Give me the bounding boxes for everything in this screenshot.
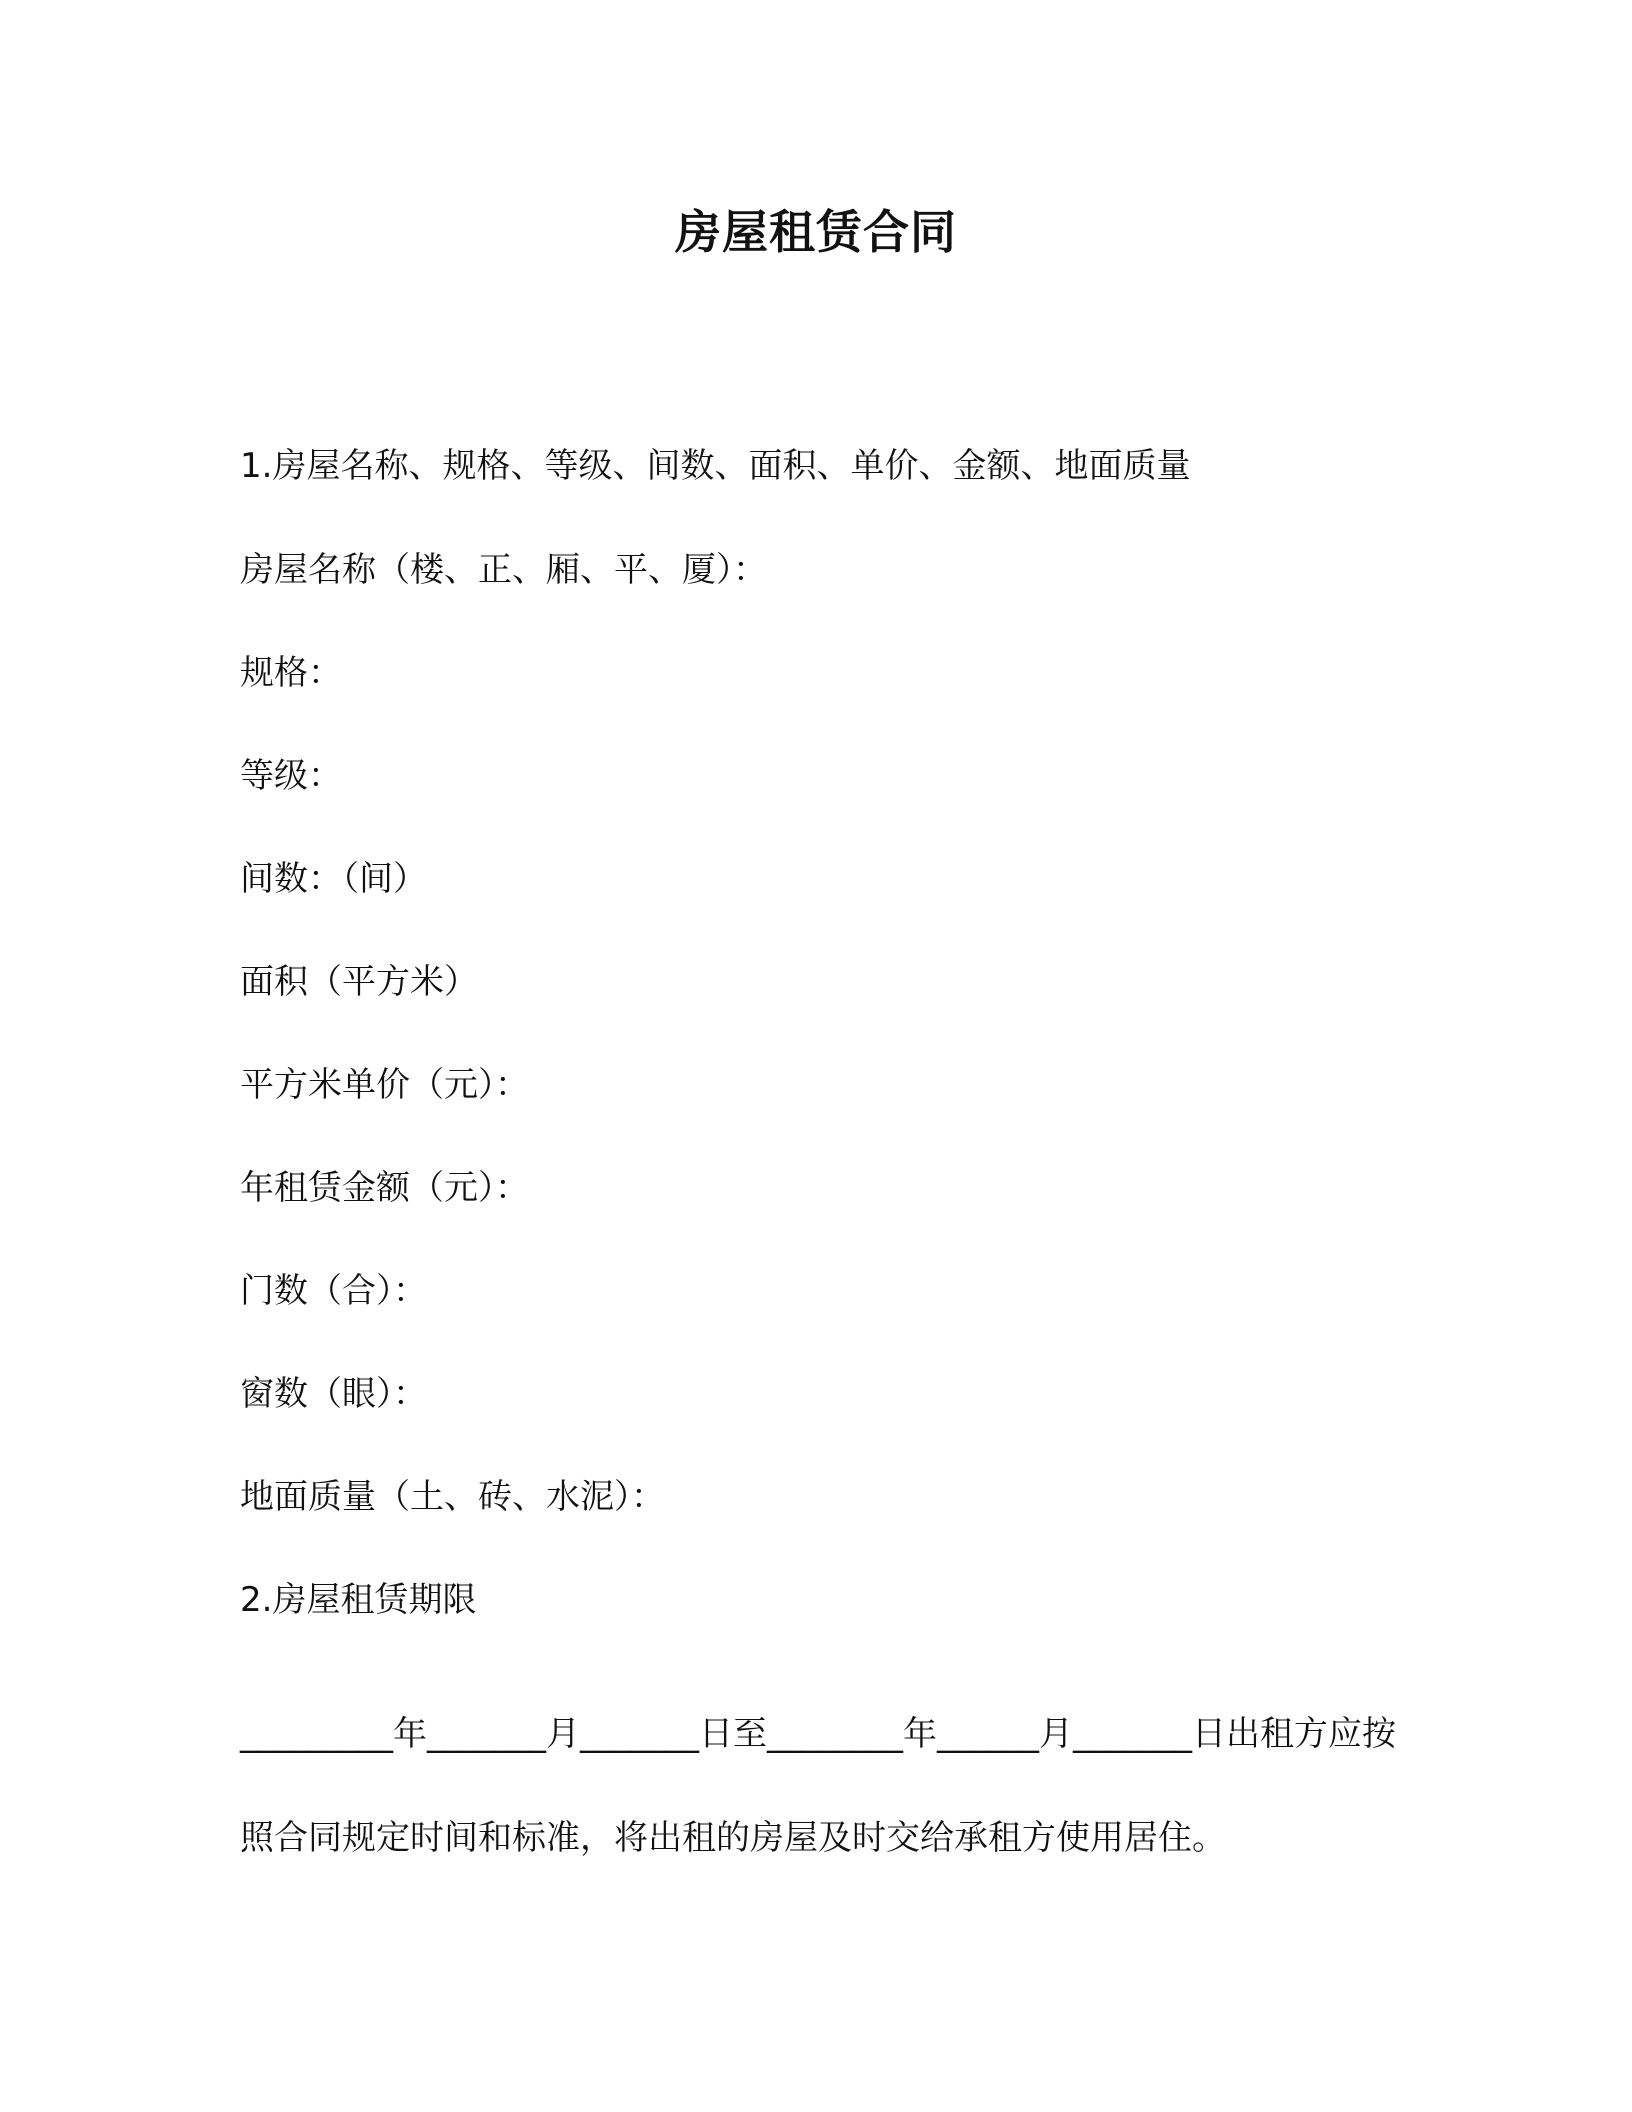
field-area: 面积（平方米） [240, 962, 478, 1002]
document-title: 房屋租赁合同 [675, 205, 957, 259]
field-door-count: 门数（合）： [240, 1271, 427, 1311]
field-window-count: 窗数（眼）： [240, 1374, 427, 1414]
field-unit-price: 平方米单价（元）： [240, 1065, 529, 1105]
section-1-heading: 1.房屋名称、规格、等级、间数、面积、单价、金额、地面质量 [240, 446, 1191, 486]
field-grade: 等级： [240, 756, 342, 796]
section-2-heading: 2.房屋租赁期限 [240, 1580, 477, 1620]
field-specification: 规格： [240, 653, 342, 693]
field-room-count: 间数：（间） [240, 859, 427, 899]
field-house-name: 房屋名称（楼、正、厢、平、厦）： [240, 550, 767, 590]
field-annual-rent: 年租赁金额（元）： [240, 1168, 529, 1208]
field-floor-quality: 地面质量（土、砖、水泥）： [240, 1477, 665, 1517]
lease-term-paragraph: _________年_______月_______日至________年______月_______日出租方应按照合同规定时间和标准，将出租的房屋及时交给承租方使用居住。 [240, 1714, 1396, 1858]
